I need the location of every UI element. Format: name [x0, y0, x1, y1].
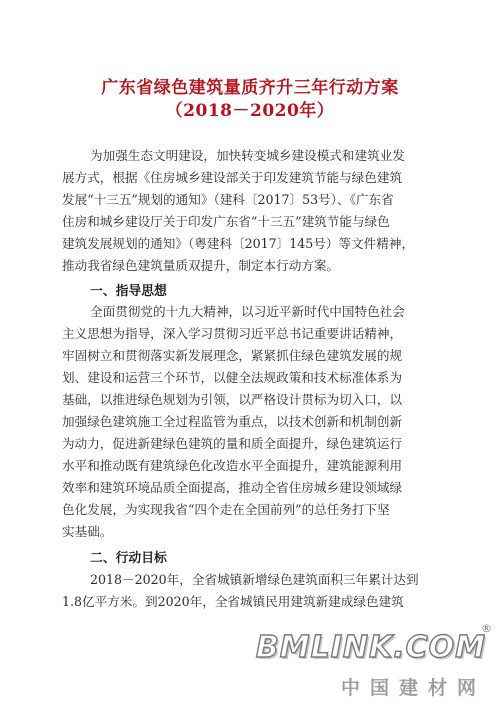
paragraph-line: 主义思想为指导，深入学习贯彻习近平总书记重要讲话精神， — [62, 326, 403, 341]
paragraph-line: 基础，以推进绿色规划为引领，以严格设计贯标为切入口，以 — [62, 392, 403, 407]
paragraph-line: 推动我省绿色建筑量质双提升，制定本行动方案。 — [62, 258, 340, 273]
paragraph-line: 色化发展，为实现我省“四个走在全国前列”的总任务打下坚 — [62, 502, 390, 517]
paragraph-line: 实基础。 — [62, 524, 113, 539]
paragraph-line: 为动力，促进新建绿色建筑的量和质全面提升，绿色建筑运行 — [62, 436, 403, 451]
watermark-brand-logo: BMLINK.COM — [255, 630, 486, 665]
paragraph-line: 划、建设和运营三个环节，以健全法规政策和技术标准体系为 — [62, 370, 403, 385]
document-title: 广东省绿色建筑量质齐升三年行动方案 — [101, 78, 399, 98]
watermark-chinese-name: 中国建材网 — [340, 677, 486, 699]
paragraph-line: 效率和建筑环境品质全面提高，推动全省住房城乡建设领域绿 — [62, 480, 403, 495]
paragraph-line: 牢固树立和贯彻落实新发展理念，紧紧抓住绿色建筑发展的规 — [62, 348, 403, 363]
paragraph-line: 发展“十三五”规划的通知》（建科〔2017〕53号）、《广东省 — [62, 192, 394, 207]
paragraph-line: 全面贯彻党的十九大精神，以习近平新时代中国特色社会 — [90, 304, 405, 319]
document-subtitle-years: （2018－2020年） — [165, 101, 335, 121]
paragraph-line: 2018－2020年，全省城镇新增绿色建筑面积三年累计达到 — [90, 572, 419, 587]
paragraph-line: 水平和推动既有建筑绿色化改造水平全面提升，建筑能源利用 — [62, 458, 403, 473]
section-heading: 一、指导思想 — [90, 284, 167, 299]
paragraph-line: 为加强生态文明建设，加快转变城乡建设模式和建筑业发 — [90, 148, 405, 163]
paragraph-line: 加强绿色建筑施工全过程监管为重点，以技术创新和机制创新 — [62, 414, 403, 429]
section-heading: 二、行动目标 — [90, 551, 167, 566]
paragraph-line: 展方式，根据《住房城乡建设部关于印发建筑节能与绿色建筑 — [62, 170, 403, 185]
registered-mark: ® — [481, 622, 492, 635]
paragraph-line: 1.8亿平方米。到2020年，全省城镇民用建筑新建成绿色建筑 — [62, 594, 404, 609]
site-watermark — [255, 622, 500, 706]
paragraph-line: 建筑发展规划的通知》（粤建科〔2017〕145号）等文件精神， — [62, 236, 415, 251]
paragraph-line: 住房和城乡建设厅关于印发广东省“十三五”建筑节能与绿色 — [62, 214, 390, 229]
